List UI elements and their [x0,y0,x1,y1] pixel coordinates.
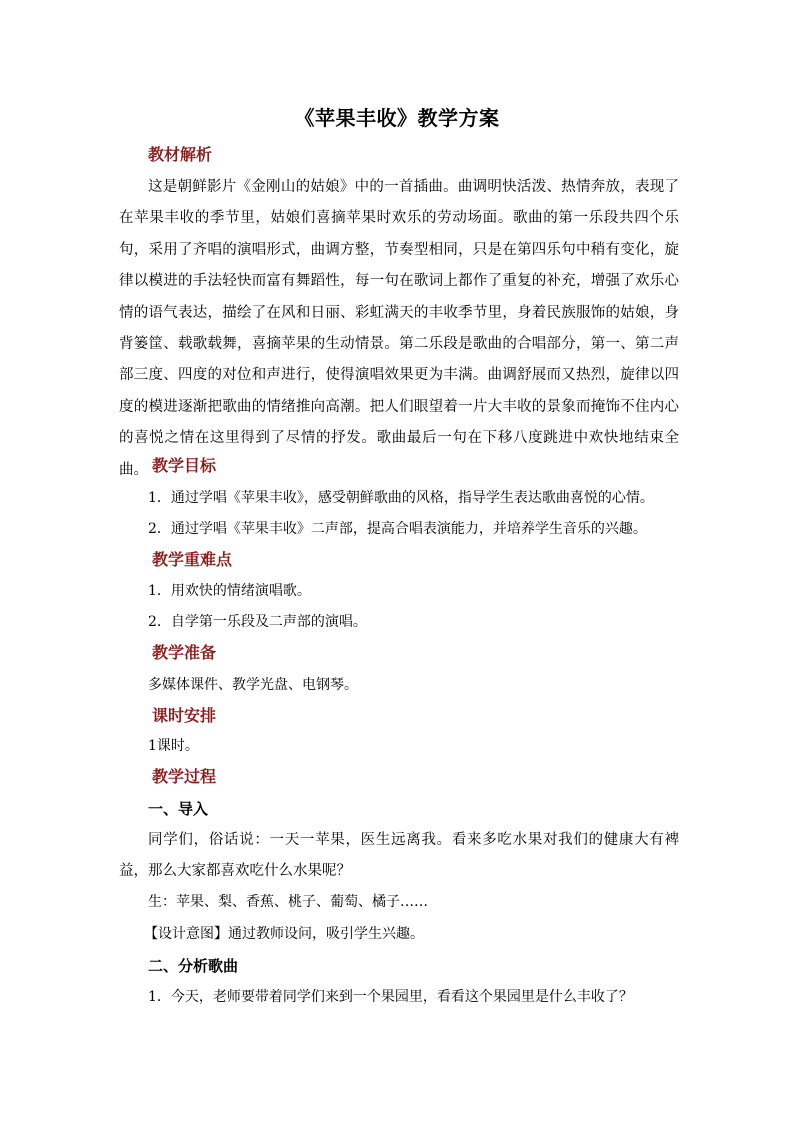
subheading-analysis: 二、分析歌曲 [148,957,239,975]
analysis-item-1: 1．今天，老师要带着同学们来到一个果园里，看看这个果园里是什么丰收了？ [148,989,633,1005]
heading-key-points: 教学重难点 [152,550,233,569]
intro-design-intent: 【设计意图】通过教师设问，吸引学生兴趣。 [144,926,424,942]
schedule-text: 1课时。 [148,738,199,754]
preparation-text: 多媒体课件、教学光盘、电钢琴。 [148,677,358,693]
intro-answer: 生：苹果、梨、香蕉、桃子、葡萄、橘子…… [148,894,428,910]
intro-paragraph: 同学们，俗话说：一天一苹果，医生远离我。看来多吃水果对我们的健康大有裨益，那么大家都喜欢吃什么水果呢？ [119,832,679,879]
analysis-paragraph: 这是朝鲜影片《金刚山的姑娘》中的一首插曲。曲调明快活泼、热情奔放，表现了在苹果丰收的季节里，姑娘们喜摘苹果时欢乐的劳动场面。歌曲的第一乐段共四个乐句，采用了齐唱的演唱形式，曲调方整，节奏型相同，只是在第四乐句中稍有变化，旋律以模进的手法轻快而富有舞蹈性，每一句在歌词上都作了重复的补充，增强了欢乐心情的语气表达，描绘了在风和日丽、彩虹满天的丰收季节里，身着民族服饰的姑娘，身背篓筐、载歌载舞，喜摘苹果的生动情景。第二乐段是歌曲的合唱部分，第一、第二声部三度、四度的对位和声进行，使得演唱效果更为丰满。曲调舒展而又热烈，旋律以四度的模进逐渐把歌曲的情绪推向高潮。把人们眼望着一片大丰收的景象而掩饰不住内心的喜悦之情在这里得到了尽情的抒发。歌曲最后一句在下移八度跳进中欢快地结束全曲。 [119,179,679,478]
goal-item-1: 1．通过学唱《苹果丰收》，感受朝鲜歌曲的风格，指导学生表达歌曲喜悦的心情。 [148,490,654,506]
subheading-intro: 一、导入 [148,800,209,818]
heading-process: 教学过程 [152,767,217,786]
key-point-item-1: 1．用欢快的情绪演唱歌。 [148,583,311,599]
heading-preparation: 教学准备 [152,643,217,662]
heading-schedule: 课时安排 [152,706,217,725]
heading-goals: 教学目标 [152,456,217,475]
key-point-item-2: 2．自学第一乐段及二声部的演唱。 [148,614,367,630]
goal-item-2: 2．通过学唱《苹果丰收》二声部，提高合唱表演能力，并培养学生音乐的兴趣。 [148,521,647,537]
heading-analysis: 教材解析 [148,145,213,164]
page-title: 《苹果丰收》教学方案 [294,106,500,130]
